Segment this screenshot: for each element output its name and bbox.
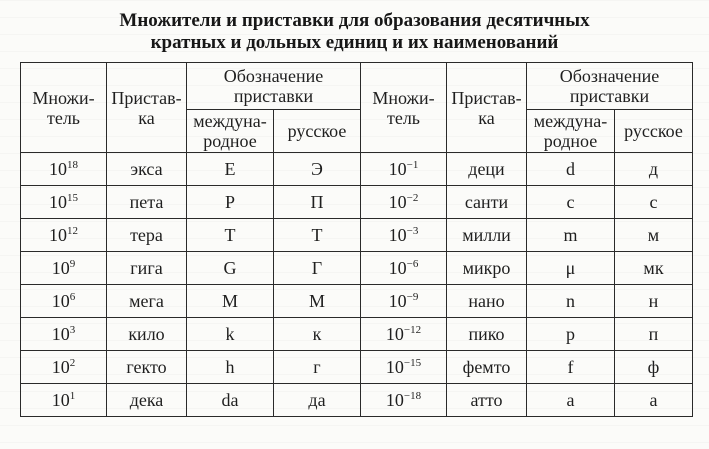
- header-text-line: ка: [478, 107, 495, 128]
- header-text-line: приставки: [233, 86, 314, 106]
- multiplier-exponent: 9: [69, 257, 76, 270]
- multiplier-exponent: −3: [406, 224, 419, 237]
- multiplier-base: 10: [49, 191, 67, 212]
- header-text-line: междуна-: [533, 111, 608, 131]
- right-russian-symbol-cell: мк: [615, 252, 693, 285]
- left-multiplier-cell: [21, 285, 107, 318]
- right-multiplier-cell: [361, 351, 447, 384]
- left-international-symbol-cell: da: [187, 384, 274, 417]
- multiplier-exponent: 2: [69, 356, 76, 369]
- left-russian-symbol-cell: к: [274, 318, 361, 351]
- multiplier-base: 10: [51, 290, 70, 311]
- right-international-symbol-cell: f: [527, 351, 615, 384]
- header-international-right: [527, 110, 615, 153]
- header-text-line: Пристав-: [111, 87, 182, 108]
- header-international-left: [187, 110, 274, 153]
- header-designation-left: [187, 63, 361, 110]
- left-prefix-cell: пета: [107, 186, 187, 219]
- right-prefix-cell: деци: [447, 153, 527, 186]
- table-title-line-2: кратных и дольных единиц и их наименований: [150, 32, 559, 53]
- right-international-symbol-cell: μ: [527, 252, 615, 285]
- header-text-line: Пристав-: [451, 87, 522, 108]
- left-international-symbol-cell: k: [187, 318, 274, 351]
- multiplier-base: 10: [51, 389, 70, 410]
- left-international-symbol-cell: T: [187, 219, 274, 252]
- table-row: [21, 285, 693, 318]
- right-prefix-cell: микро: [447, 252, 527, 285]
- multiplier-base: 10: [385, 323, 404, 344]
- right-russian-symbol-cell: д: [615, 153, 693, 186]
- header-designation-right: [527, 63, 693, 110]
- multiplier-base: 10: [51, 257, 70, 278]
- multiplier-base: 10: [388, 191, 407, 212]
- right-russian-symbol-cell: ф: [615, 351, 693, 384]
- header-text-line: приставки: [569, 86, 650, 106]
- left-multiplier-cell: [21, 318, 107, 351]
- right-russian-symbol-cell: а: [615, 384, 693, 417]
- multiplier-base: 10: [388, 224, 407, 245]
- table-row: [21, 252, 693, 285]
- left-russian-symbol-cell: М: [274, 285, 361, 318]
- right-international-symbol-cell: a: [527, 384, 615, 417]
- multiplier-exponent: 15: [67, 191, 78, 204]
- header-prefix-right: [447, 63, 527, 153]
- right-multiplier-cell: [361, 186, 447, 219]
- left-multiplier-cell: [21, 351, 107, 384]
- header-text-line: тель: [46, 107, 81, 128]
- multiplier-exponent: −12: [403, 323, 422, 336]
- right-international-symbol-cell: m: [527, 219, 615, 252]
- table-row: [21, 384, 693, 417]
- right-prefix-cell: атто: [447, 384, 527, 417]
- header-text-line: тель: [386, 107, 421, 128]
- multiplier-exponent: −2: [406, 191, 419, 204]
- right-multiplier-cell: [361, 153, 447, 186]
- table-row: [21, 153, 693, 186]
- left-prefix-cell: тера: [107, 219, 187, 252]
- multiplier-base: 10: [388, 158, 407, 179]
- header-text-line: родное: [203, 131, 257, 151]
- prefixes-table: [20, 62, 693, 417]
- header-text-line: родное: [543, 131, 598, 151]
- multiplier-exponent: −9: [406, 290, 419, 303]
- left-multiplier-cell: [21, 219, 107, 252]
- right-russian-symbol-cell: п: [615, 318, 693, 351]
- multiplier-base: 10: [51, 323, 70, 344]
- right-multiplier-cell: [361, 285, 447, 318]
- left-international-symbol-cell: M: [187, 285, 274, 318]
- table-row: [21, 351, 693, 384]
- multiplier-exponent: −1: [406, 158, 419, 171]
- header-russian-left: русское: [274, 110, 361, 153]
- table-row: [21, 318, 693, 351]
- right-international-symbol-cell: p: [527, 318, 615, 351]
- right-prefix-cell: нано: [447, 285, 527, 318]
- left-prefix-cell: гекто: [107, 351, 187, 384]
- left-russian-symbol-cell: Т: [274, 219, 361, 252]
- right-prefix-cell: милли: [447, 219, 527, 252]
- left-multiplier-cell: [21, 384, 107, 417]
- multiplier-base: 10: [385, 389, 404, 410]
- multiplier-exponent: 18: [67, 158, 78, 171]
- right-russian-symbol-cell: н: [615, 285, 693, 318]
- left-multiplier-cell: [21, 252, 107, 285]
- left-prefix-cell: кило: [107, 318, 187, 351]
- header-text-line: междуна-: [193, 111, 267, 131]
- left-russian-symbol-cell: П: [274, 186, 361, 219]
- header-russian-right: русское: [615, 110, 693, 153]
- multiplier-base: 10: [388, 257, 407, 278]
- left-prefix-cell: мега: [107, 285, 187, 318]
- left-international-symbol-cell: G: [187, 252, 274, 285]
- right-international-symbol-cell: c: [527, 186, 615, 219]
- multiplier-base: 10: [385, 356, 404, 377]
- header-text-line: Обозначение: [559, 66, 660, 86]
- multiplier-exponent: 6: [69, 290, 76, 303]
- left-prefix-cell: экса: [107, 153, 187, 186]
- left-prefix-cell: гига: [107, 252, 187, 285]
- header-multiplier-left: [21, 63, 107, 153]
- multiplier-exponent: 1: [69, 389, 76, 402]
- left-international-symbol-cell: h: [187, 351, 274, 384]
- multiplier-exponent: 3: [69, 323, 76, 336]
- table-title-line-1: Множители и приставки для образования десятичных: [119, 10, 590, 31]
- header-text-line: ка: [138, 107, 155, 128]
- table-body: [21, 153, 693, 417]
- right-multiplier-cell: [361, 219, 447, 252]
- left-multiplier-cell: [21, 153, 107, 186]
- header-prefix-left: [107, 63, 187, 153]
- multiplier-base: 10: [388, 290, 407, 311]
- right-russian-symbol-cell: м: [615, 219, 693, 252]
- multiplier-exponent: 12: [67, 224, 78, 237]
- header-multiplier-right: [361, 63, 447, 153]
- left-russian-symbol-cell: Г: [274, 252, 361, 285]
- right-prefix-cell: санти: [447, 186, 527, 219]
- multiplier-base: 10: [49, 158, 67, 179]
- left-international-symbol-cell: P: [187, 186, 274, 219]
- left-russian-symbol-cell: г: [274, 351, 361, 384]
- multiplier-exponent: −15: [403, 356, 422, 369]
- left-multiplier-cell: [21, 186, 107, 219]
- header-text-line: Множи-: [372, 87, 435, 108]
- header-text-line: Множи-: [32, 87, 95, 108]
- multiplier-base: 10: [49, 224, 67, 245]
- multiplier-exponent: −6: [406, 257, 419, 270]
- right-prefix-cell: фемто: [447, 351, 527, 384]
- table-row: [21, 186, 693, 219]
- right-prefix-cell: пико: [447, 318, 527, 351]
- left-russian-symbol-cell: да: [274, 384, 361, 417]
- table-row: [21, 219, 693, 252]
- right-international-symbol-cell: d: [527, 153, 615, 186]
- header-text-line: Обозначение: [223, 66, 324, 86]
- multiplier-base: 10: [51, 356, 70, 377]
- right-multiplier-cell: [361, 384, 447, 417]
- left-international-symbol-cell: E: [187, 153, 274, 186]
- right-multiplier-cell: [361, 252, 447, 285]
- right-multiplier-cell: [361, 318, 447, 351]
- right-russian-symbol-cell: с: [615, 186, 693, 219]
- left-prefix-cell: дека: [107, 384, 187, 417]
- table-title: [0, 10, 709, 54]
- multiplier-exponent: −18: [403, 389, 422, 402]
- right-international-symbol-cell: n: [527, 285, 615, 318]
- left-russian-symbol-cell: Э: [274, 153, 361, 186]
